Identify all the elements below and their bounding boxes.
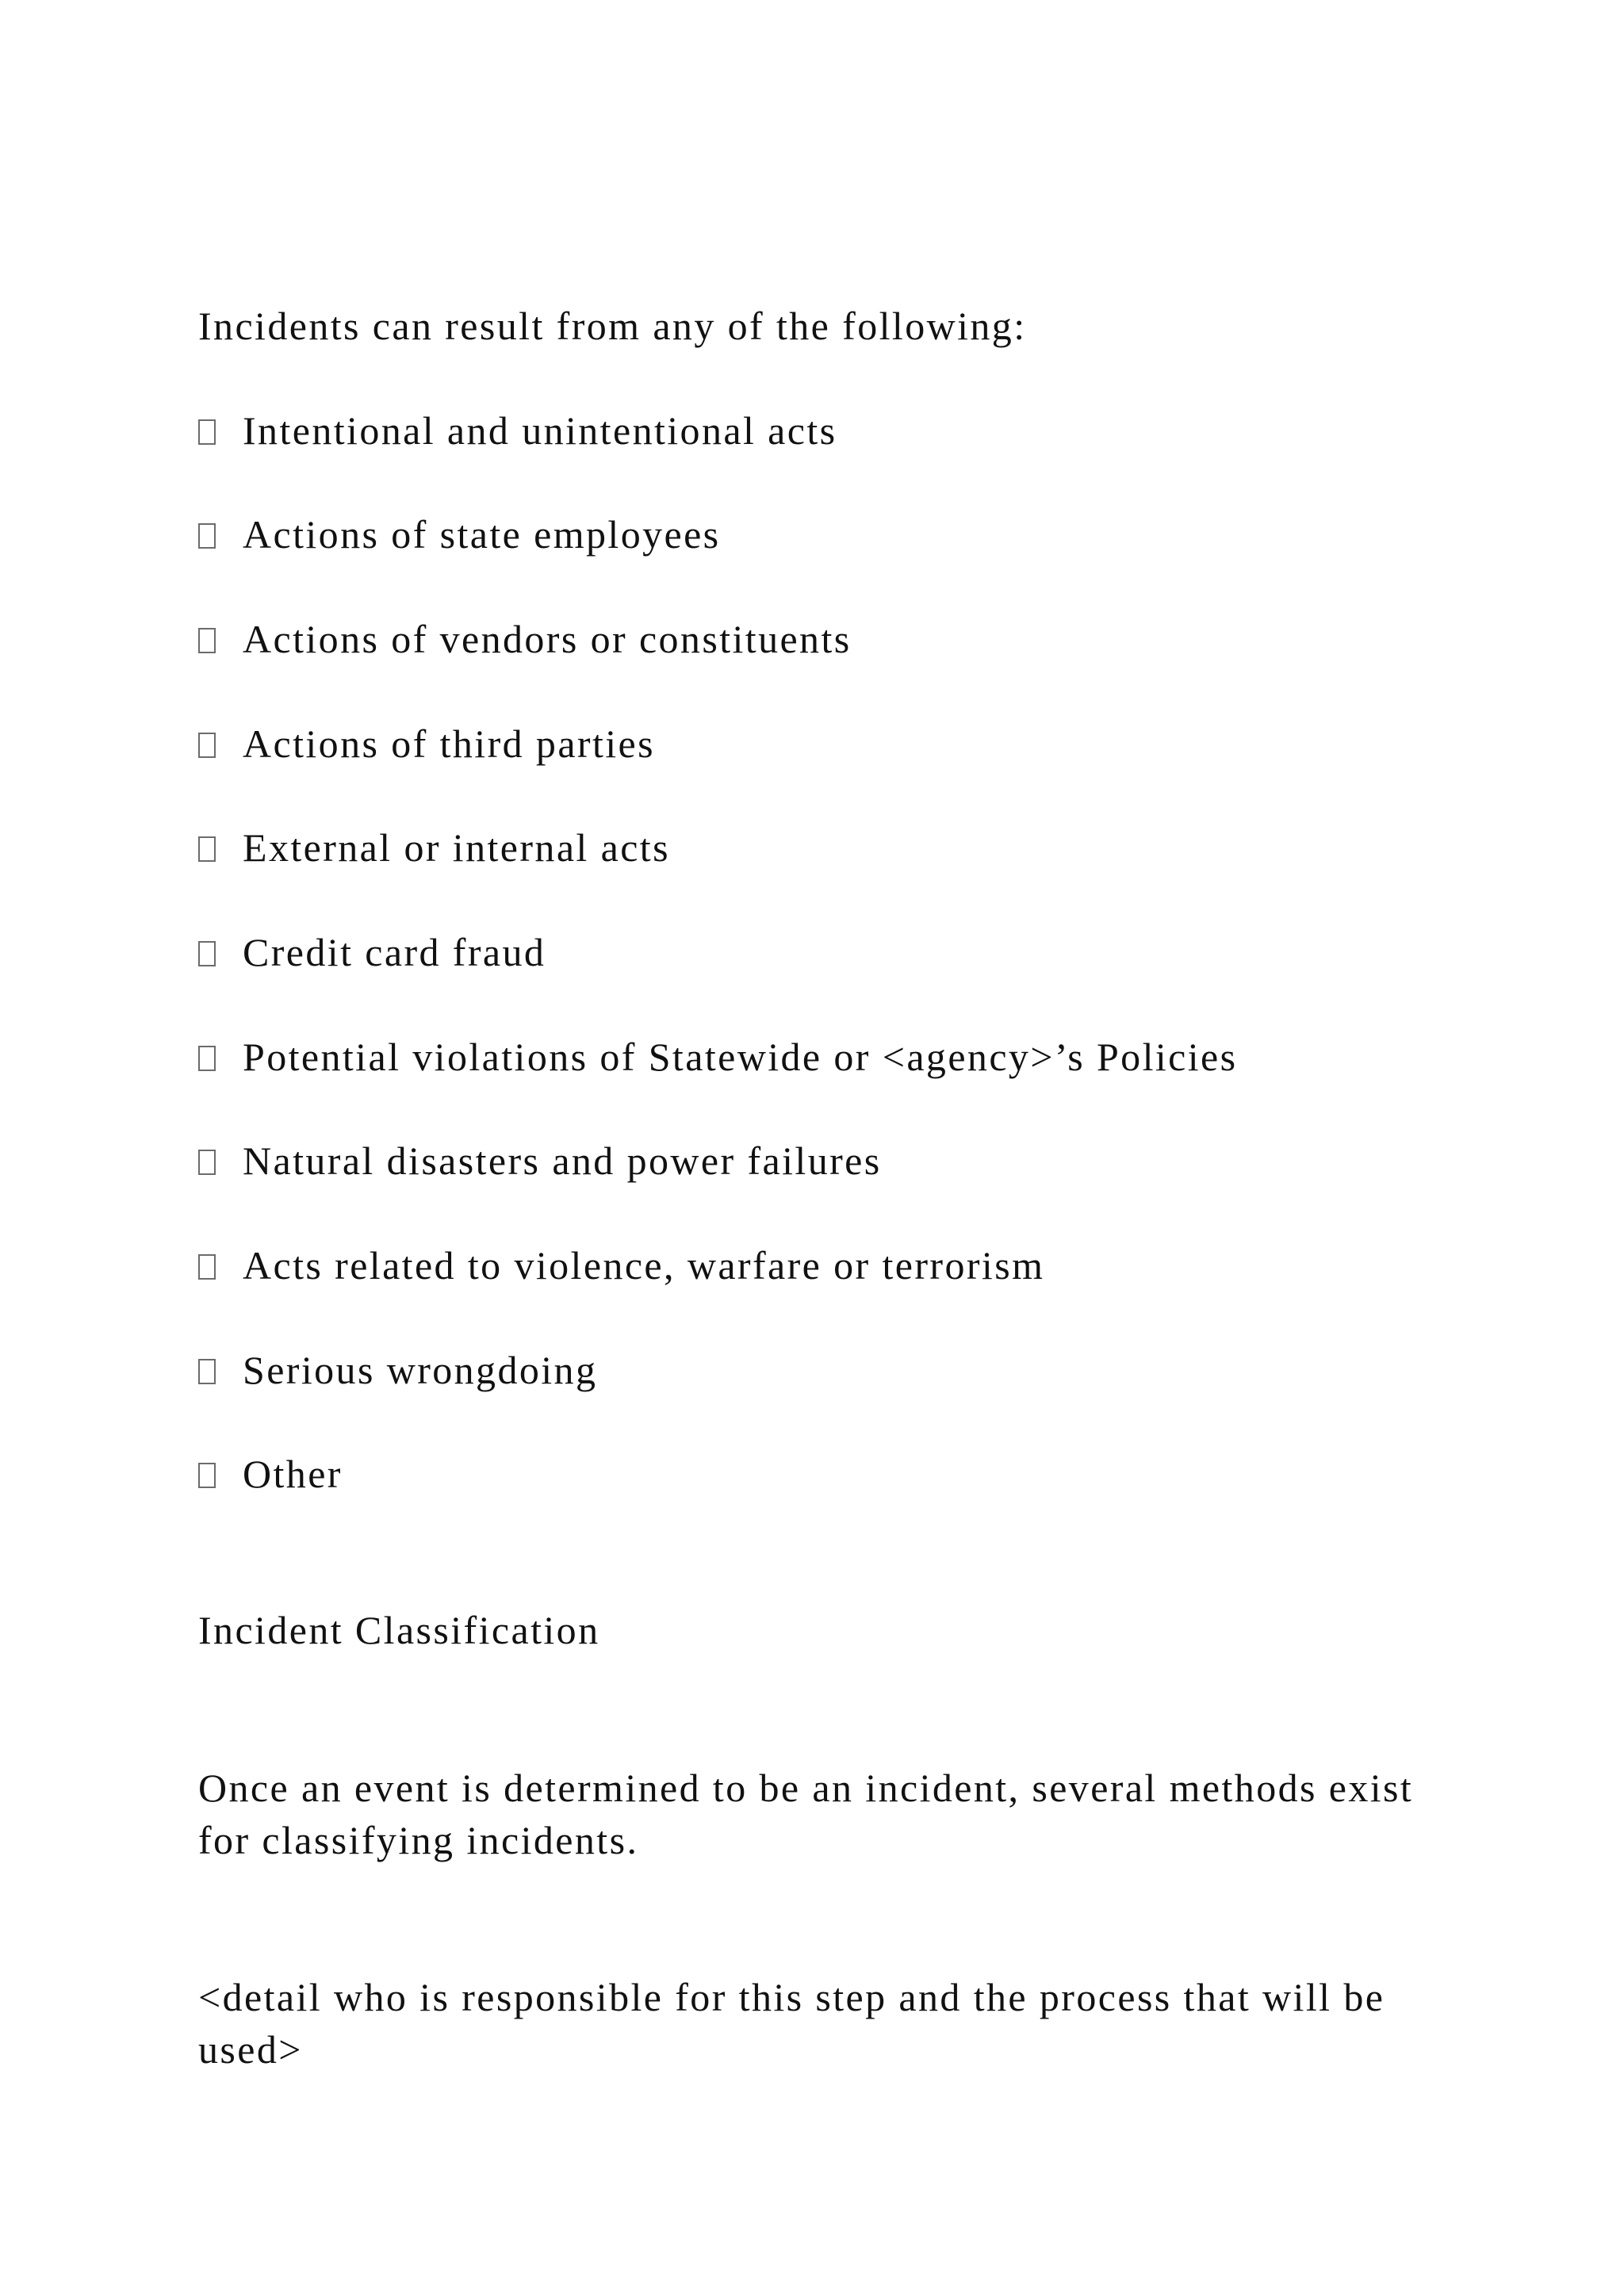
list-item: [198, 926, 546, 978]
list-item: [198, 1135, 882, 1187]
list-item-text: Actions of state employees: [243, 512, 721, 557]
list-item: [198, 718, 655, 770]
missing-glyph-bullet-icon: [198, 1046, 216, 1071]
list-item-text: Serious wrongdoing: [243, 1348, 598, 1392]
placeholder-paragraph: <detail who is responsible for this step and the process that will be used>: [198, 1975, 1385, 2072]
list-item-text: Other: [243, 1452, 343, 1496]
missing-glyph-bullet-icon: [198, 1463, 216, 1488]
missing-glyph-bullet-icon: [198, 1150, 216, 1175]
list-item: [198, 508, 721, 561]
list-item: [198, 1239, 1044, 1292]
body-paragraph: Once an event is determined to be an incident, several methods exist for classifying incidents.: [198, 1766, 1414, 1862]
intro-text: Incidents can result from any of the following:: [198, 304, 1027, 348]
list-item-text: Actions of third parties: [243, 721, 656, 766]
missing-glyph-bullet-icon: [198, 1359, 216, 1384]
missing-glyph-bullet-icon: [198, 836, 216, 862]
list-item-text: Natural disasters and power failures: [243, 1138, 882, 1183]
list-item: [198, 1448, 343, 1500]
list-item-text: External or internal acts: [243, 825, 670, 870]
missing-glyph-bullet-icon: [198, 733, 216, 758]
list-item-text: Acts related to violence, warfare or terrorism: [243, 1243, 1045, 1288]
list-item: [198, 1031, 1238, 1083]
list-item: [198, 404, 837, 457]
list-item: [198, 1344, 597, 1396]
missing-glyph-bullet-icon: [198, 523, 216, 549]
list-item-text: Potential violations of Statewide or <agency>’s Policies: [243, 1035, 1238, 1079]
missing-glyph-bullet-icon: [198, 419, 216, 445]
list-item-text: Intentional and unintentional acts: [243, 408, 837, 453]
list-item-text: Actions of vendors or constituents: [243, 617, 852, 661]
list-item: [198, 821, 670, 874]
list-item-text: Credit card fraud: [243, 930, 546, 974]
section-heading: Incident Classification: [198, 1608, 600, 1652]
missing-glyph-bullet-icon: [198, 628, 216, 653]
missing-glyph-bullet-icon: [198, 1254, 216, 1280]
list-item: [198, 613, 852, 665]
missing-glyph-bullet-icon: [198, 941, 216, 966]
